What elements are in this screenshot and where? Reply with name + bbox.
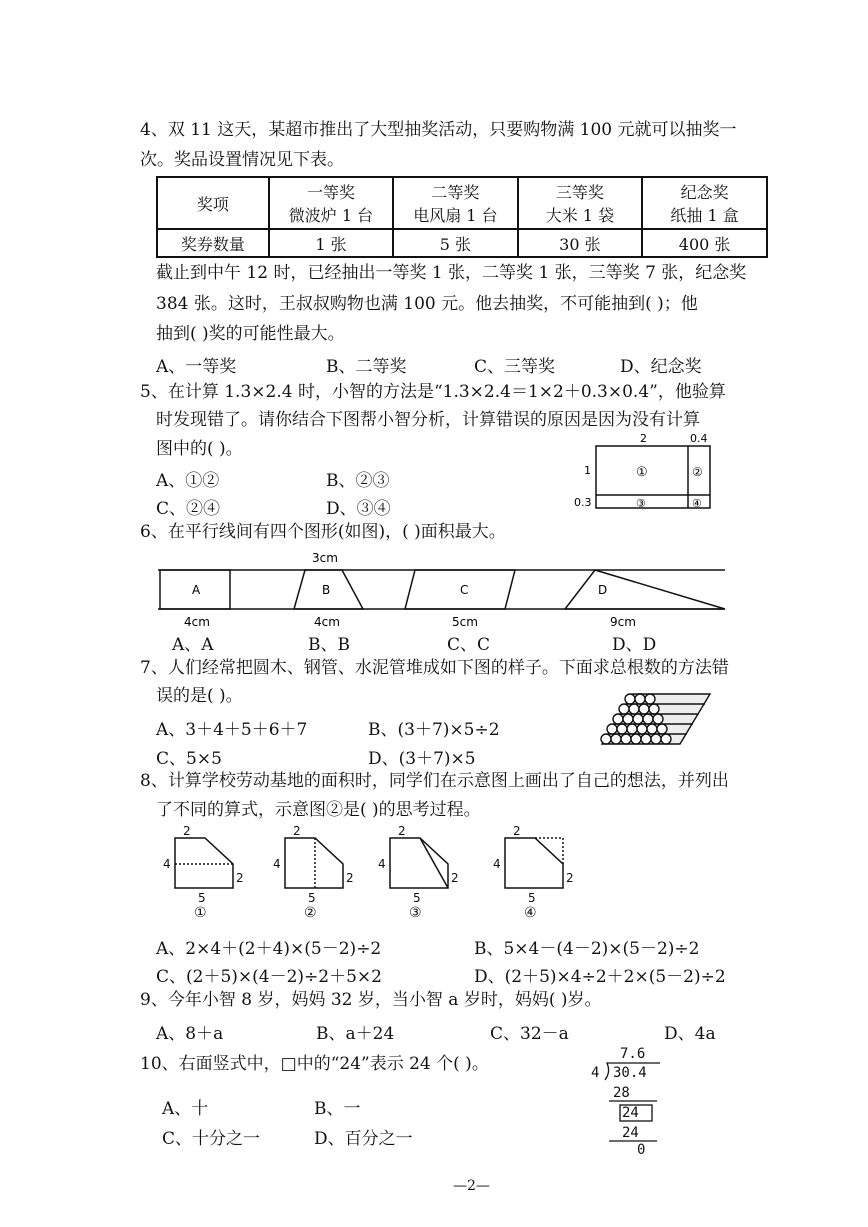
shape-d-base: 9cm [610, 615, 636, 629]
q6-option-d[interactable]: D、D [612, 635, 657, 655]
division-step1: 28 [613, 1085, 630, 1101]
table-header-cell: 一等奖 微波炉 1 台 [269, 177, 393, 229]
q8-figures [155, 822, 585, 922]
table-header-cell: 奖项 [157, 177, 269, 229]
q4-line2: 次。奖品设置情况见下表。 [140, 150, 344, 170]
log-pile-image [592, 686, 722, 752]
table-row-label: 奖券数量 [157, 229, 269, 257]
fig5-left-b: 0.3 [574, 496, 592, 509]
q7-option-c[interactable]: C、5×5 [156, 749, 222, 769]
q6-option-c[interactable]: C、C [447, 635, 491, 655]
fig4-num: ④ [524, 905, 537, 921]
table-cell: 400 张 [642, 229, 767, 257]
q5-option-a[interactable]: A、①② [156, 471, 220, 491]
q5-option-b[interactable]: B、②③ [326, 471, 390, 491]
division-quotient: 7.6 [620, 1046, 646, 1062]
q9-line1: 9、今年小智 8 岁，妈妈 32 岁，当小智 a 岁时，妈妈( )岁。 [140, 990, 602, 1010]
fig5-top-b: 0.4 [690, 432, 708, 445]
table-header-cell: 二等奖 电风扇 1 台 [393, 177, 517, 229]
division-remainder: 0 [637, 1142, 646, 1157]
fig5-region-1: ① [636, 465, 648, 480]
fig5-left-a: 1 [584, 464, 591, 477]
q4-line5: 抽到( )奖的可能性最大。 [156, 324, 345, 344]
shape-c-label: C [460, 583, 469, 597]
fig3-num: ③ [409, 905, 422, 921]
q4-line3: 截止到中午 12 时，已经抽出一等奖 1 张，二等奖 1 张，三等奖 7 张，纪念奖 [156, 263, 747, 283]
q9-option-c[interactable]: C、32－a [490, 1024, 569, 1044]
q9-option-a[interactable]: A、8＋a [156, 1024, 224, 1044]
division-dividend: 30.4 [613, 1065, 647, 1081]
fig1-top: 2 [183, 824, 191, 838]
fig1-num: ① [194, 905, 207, 921]
q10-option-d[interactable]: D、百分之一 [314, 1129, 413, 1149]
page-number: —2— [453, 1178, 490, 1194]
fig3-right: 2 [451, 871, 459, 885]
q10-option-a[interactable]: A、十 [162, 1099, 209, 1119]
q10-option-b[interactable]: B、一 [314, 1099, 361, 1119]
q6-option-b[interactable]: B、B [308, 635, 350, 655]
q7-line1: 7、人们经常把圆木、钢管、水泥管堆成如下图的样子。下面求总根数的方法错 [140, 658, 729, 678]
q4-option-d[interactable]: D、纪念奖 [620, 357, 702, 377]
fig4-right: 2 [566, 871, 574, 885]
q10-option-c[interactable]: C、十分之一 [162, 1129, 261, 1149]
q6-option-a[interactable]: A、A [172, 635, 214, 655]
shape-b-label: B [322, 583, 331, 597]
fig4-left: 4 [493, 857, 501, 871]
q9-option-b[interactable]: B、a＋24 [316, 1024, 395, 1044]
fig4-bottom: 5 [528, 891, 536, 905]
q4-option-c[interactable]: C、三等奖 [474, 357, 556, 377]
fig1-right: 2 [236, 871, 244, 885]
fig5-region-2: ② [692, 465, 703, 479]
q8-option-d[interactable]: D、(2＋5)×4÷2＋2×(5－2)÷2 [474, 967, 726, 987]
division-step3: 24 [622, 1125, 639, 1141]
q5-line2: 时发现错了。请你结合下图帮小智分析，计算错误的原因是因为没有计算 [156, 410, 700, 430]
long-division-figure [585, 1042, 675, 1157]
fig2-num: ② [304, 905, 317, 921]
shape-a-label: A [192, 583, 201, 597]
table-cell: 30 张 [518, 229, 643, 257]
fig2-right: 2 [346, 871, 354, 885]
q7-line2: 误的是( )。 [156, 686, 243, 706]
parallel-lines-figure [150, 548, 730, 630]
q5-line1: 5、在计算 1.3×2.4 时，小智的方法是“1.3×2.4＝1×2＋0.3×0.4”，他验算 [140, 382, 726, 402]
fig4-top: 2 [513, 824, 521, 838]
prize-table [156, 176, 768, 258]
fig3-top: 2 [398, 824, 406, 838]
q4-line4: 384 张。这时，王叔叔购物也满 100 元。他去抽奖，不可能抽到( )；他 [156, 294, 698, 314]
q8-option-b[interactable]: B、5×4－(4－2)×(5－2)÷2 [474, 939, 700, 959]
q5-line3: 图中的( )。 [156, 439, 243, 459]
q5-option-c[interactable]: C、②④ [156, 499, 221, 519]
division-divisor: 4 [591, 1065, 600, 1081]
fig2-left: 4 [273, 857, 281, 871]
table-header-cell: 三等奖 大米 1 袋 [518, 177, 643, 229]
q8-option-c[interactable]: C、(2＋5)×(4－2)÷2＋5×2 [156, 967, 382, 987]
fig5-region-4: ④ [692, 497, 702, 510]
q7-option-d[interactable]: D、(3＋7)×5 [368, 749, 476, 769]
q5-option-d[interactable]: D、③④ [326, 499, 391, 519]
table-cell: 1 张 [269, 229, 393, 257]
q8-line1: 8、计算学校劳动基地的面积时，同学们在示意图上画出了自己的想法，并列出 [140, 771, 729, 791]
q4-option-b[interactable]: B、二等奖 [326, 357, 407, 377]
q4-line1: 4、双 11 这天，某超市推出了大型抽奖活动，只要购物满 100 元就可以抽奖一 [140, 120, 737, 140]
division-step2: 24 [622, 1105, 639, 1121]
fig2-top: 2 [293, 824, 301, 838]
table-cell: 5 张 [393, 229, 517, 257]
q8-line2: 了不同的算式，示意图②是( )的思考过程。 [156, 800, 481, 820]
fig1-bottom: 5 [198, 891, 206, 905]
q8-option-a[interactable]: A、2×4＋(2＋4)×(5－2)÷2 [156, 939, 382, 959]
q6-line1: 6、在平行线间有四个图形(如图)，( )面积最大。 [140, 522, 506, 542]
fig3-left: 4 [378, 857, 386, 871]
fig5-region-3: ③ [636, 497, 646, 510]
q9-option-d[interactable]: D、4a [664, 1024, 716, 1044]
fig2-bottom: 5 [308, 891, 316, 905]
shape-b-top-label: 3cm [312, 551, 338, 565]
rectangle-area-figure [570, 432, 720, 514]
fig1-left: 4 [163, 857, 171, 871]
q7-option-a[interactable]: A、3＋4＋5＋6＋7 [156, 720, 308, 740]
q7-option-b[interactable]: B、(3＋7)×5÷2 [368, 720, 500, 740]
shape-c-base: 5cm [452, 615, 478, 629]
shape-a-base: 4cm [184, 615, 210, 629]
q10-line1: 10、右面竖式中，□中的“24”表示 24 个( )。 [140, 1054, 489, 1074]
q4-option-a[interactable]: A、一等奖 [156, 357, 237, 377]
table-header-cell: 纪念奖 纸抽 1 盒 [642, 177, 767, 229]
fig5-top-a: 2 [640, 432, 647, 445]
shape-d-label: D [598, 583, 608, 597]
fig3-bottom: 5 [413, 891, 421, 905]
shape-b-base: 4cm [314, 615, 340, 629]
